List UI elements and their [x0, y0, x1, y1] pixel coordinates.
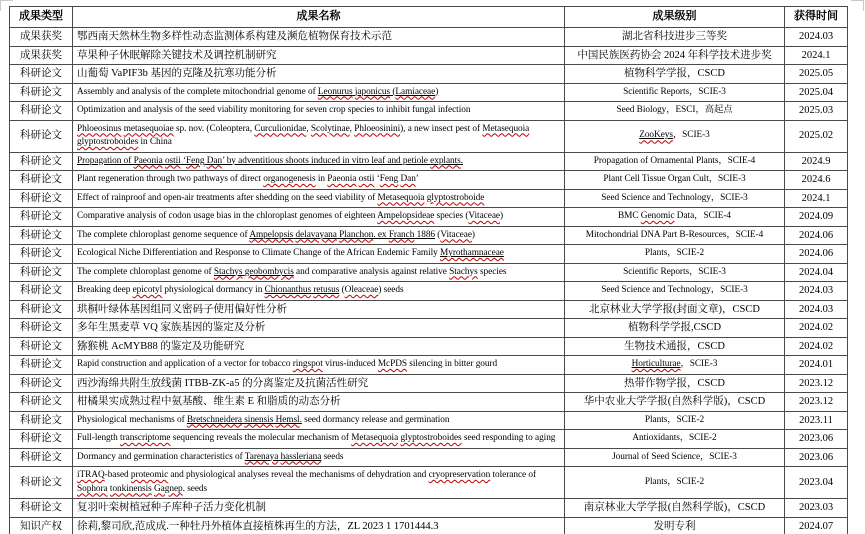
cell-name: 复羽叶栾树植冠种子库种子活力变化机制: [73, 499, 565, 518]
cell-name: Ecological Niche Differentiation and Response to Climate Change of the African Endemic Family Myrothamnaceae: [73, 245, 565, 264]
cell-name: 西沙海绵共附生放线菌 ITBB-ZK-a5 的分离鉴定及抗菌活性研究: [73, 374, 565, 393]
results-table-body: [10, 28, 848, 534]
cell-name: 山葡萄 VaPIF3b 基因的克隆及抗寒功能分析: [73, 65, 565, 84]
cell-date: 2024.04: [785, 263, 848, 282]
cell-name: Dormancy and germination characteristics of Tarenaya hassleriana seeds: [73, 448, 565, 467]
table-row: [10, 499, 848, 518]
cell-level: Antioxidants，SCIE-2: [565, 430, 785, 449]
cell-name: 鄂西南天然林生物多样性动态监测体系构建及濒危植物保育技术示范: [73, 28, 565, 47]
cell-name: 猕猴桃 AcMYB88 的鉴定及功能研究: [73, 337, 565, 356]
cell-type: 科研论文: [10, 263, 73, 282]
cell-date: 2025.04: [785, 83, 848, 102]
table-row: [10, 28, 848, 47]
cell-type: 科研论文: [10, 374, 73, 393]
cell-name: 徐莉,黎司欣,范成成.一种牡丹外植体直接植株再生的方法，ZL 2023 1 1701444.3: [73, 517, 565, 534]
cell-level: Seed Biology，ESCI，高起点: [565, 102, 785, 121]
table-row: [10, 263, 848, 282]
header-row: [10, 7, 848, 28]
table-row: [10, 120, 848, 152]
cell-date: 2024.03: [785, 28, 848, 47]
table-row: [10, 65, 848, 84]
cell-date: 2024.07: [785, 517, 848, 534]
cell-date: 2024.09: [785, 208, 848, 227]
cell-level: Journal of Seed Science，SCIE-3: [565, 448, 785, 467]
cell-level: 湖北省科技进步三等奖: [565, 28, 785, 47]
cell-name: Comparative analysis of codon usage bias in the chloroplast genomes of eighteen Ampelopsideae species (Vitaceae): [73, 208, 565, 227]
text-boundary-mark-top-right: [851, 0, 864, 11]
cell-name: Rapid construction and application of a vector for tobacco ringspot virus-induced McPDS silencing in bitter gourd: [73, 356, 565, 375]
cell-level: 热带作物学报，CSCD: [565, 374, 785, 393]
cell-name: Breaking deep epicotyl physiological dormancy in Chionanthus retusus (Oleaceae) seeds: [73, 282, 565, 301]
table-row: [10, 152, 848, 171]
cell-date: 2023.06: [785, 448, 848, 467]
cell-level: 华中农业大学学报(自然科学版)，CSCD: [565, 393, 785, 412]
cell-type: 科研论文: [10, 282, 73, 301]
cell-name: Assembly and analysis of the complete mitochondrial genome of Leonurus japonicus (Lamiaceae): [73, 83, 565, 102]
cell-level: 植物科学学报,CSCD: [565, 319, 785, 338]
table-row: [10, 46, 848, 65]
table-row: [10, 102, 848, 121]
cell-name: Physiological mechanisms of Bretschneidera sinensis Hemsl. seed dormancy release and germination: [73, 411, 565, 430]
cell-name: Optimization and analysis of the seed viability monitoring for seven crop species to inhibit fungal infection: [73, 102, 565, 121]
cell-level: Seed Science and Technology，SCIE-3: [565, 282, 785, 301]
cell-name: Plant regeneration through two pathways of direct organogenesis in Paeonia ostii ‘Feng Dan’: [73, 171, 565, 190]
table-row: [10, 208, 848, 227]
cell-type: 科研论文: [10, 411, 73, 430]
table-row: [10, 282, 848, 301]
table-row: [10, 300, 848, 319]
cell-type: 科研论文: [10, 102, 73, 121]
table-row: [10, 411, 848, 430]
cell-name: 珙桐叶绿体基因组同义密码子使用偏好性分析: [73, 300, 565, 319]
cell-type: 科研论文: [10, 120, 73, 152]
column-header-date: 获得时间: [785, 7, 848, 28]
cell-type: 科研论文: [10, 300, 73, 319]
table-row: [10, 430, 848, 449]
cell-name: The complete chloroplast genome of Stachys geobombycis and comparative analysis against relative Stachys species: [73, 263, 565, 282]
table-row: [10, 171, 848, 190]
cell-type: 科研论文: [10, 65, 73, 84]
cell-date: 2024.06: [785, 226, 848, 245]
cell-type: 科研论文: [10, 152, 73, 171]
cell-date: 2024.02: [785, 337, 848, 356]
cell-type: 科研论文: [10, 448, 73, 467]
cell-level: Plants，SCIE-2: [565, 245, 785, 264]
cell-date: 2024.1: [785, 189, 848, 208]
cell-type: 科研论文: [10, 356, 73, 375]
cell-date: 2024.9: [785, 152, 848, 171]
cell-type: 成果获奖: [10, 28, 73, 47]
cell-type: 成果获奖: [10, 46, 73, 65]
cell-level: Mitochondrial DNA Part B-Resources，SCIE-4: [565, 226, 785, 245]
column-header-name: 成果名称: [73, 7, 565, 28]
cell-name: Effect of rainproof and open-air treatments after shedding on the seed viability of Metasequoia glyptostroboide: [73, 189, 565, 208]
cell-type: 科研论文: [10, 226, 73, 245]
cell-level: 南京林业大学学报(自然科学版)，CSCD: [565, 499, 785, 518]
cell-name: 多年生黑麦草 VQ 家族基因的鉴定及分析: [73, 319, 565, 338]
table-row: [10, 226, 848, 245]
cell-date: 2024.1: [785, 46, 848, 65]
cell-date: 2023.06: [785, 430, 848, 449]
cell-type: 科研论文: [10, 467, 73, 499]
cell-date: 2025.02: [785, 120, 848, 152]
cell-level: 北京林业大学学报(封面文章)，CSCD: [565, 300, 785, 319]
table-row: [10, 83, 848, 102]
table-row: [10, 189, 848, 208]
cell-date: 2023.11: [785, 411, 848, 430]
cell-level: Plants，SCIE-2: [565, 411, 785, 430]
cell-type: 科研论文: [10, 83, 73, 102]
table-row: [10, 467, 848, 499]
table-row: [10, 393, 848, 412]
cell-date: 2024.6: [785, 171, 848, 190]
cell-level: 发明专利: [565, 517, 785, 534]
cell-name: Phloeosinus metasequoiae sp. nov. (Coleoptera, Curculionidae, Scolytinae, Phloeosinini), a new insect pest of Metasequoia glyptostroboides in China: [73, 120, 565, 152]
cell-date: 2024.03: [785, 282, 848, 301]
table-row: [10, 448, 848, 467]
cell-type: 科研论文: [10, 337, 73, 356]
cell-level: Plants，SCIE-2: [565, 467, 785, 499]
table-row: [10, 337, 848, 356]
cell-level: 中国民族医药协会 2024 年科学技术进步奖: [565, 46, 785, 65]
cell-level: Seed Science and Technology，SCIE-3: [565, 189, 785, 208]
column-header-type: 成果类型: [10, 7, 73, 28]
cell-name: iTRAQ-based proteomic and physiological analyses reveal the mechanisms of dehydration and cryopreservation tolerance of Sophora tonkinensis Gagnep. seeds: [73, 467, 565, 499]
cell-name: 柑橘果实成熟过程中氨基酸、维生素 E 和脂质的动态分析: [73, 393, 565, 412]
cell-name: Propagation of Paeonia ostii ‘Feng Dan’ by adventitious shoots induced in vitro leaf and petiole explants.: [73, 152, 565, 171]
cell-name: 草果种子休眠解除关键技术及调控机制研究: [73, 46, 565, 65]
cell-type: 科研论文: [10, 208, 73, 227]
table-row: [10, 374, 848, 393]
cell-type: 科研论文: [10, 393, 73, 412]
cell-type: 科研论文: [10, 245, 73, 264]
cell-name: Full-length transcriptome sequencing reveals the molecular mechanism of Metasequoia glyptostroboides seed responding to aging: [73, 430, 565, 449]
cell-type: 科研论文: [10, 171, 73, 190]
table-row: [10, 245, 848, 264]
cell-level: Horticulturae，SCIE-3: [565, 356, 785, 375]
table-row: [10, 319, 848, 338]
cell-level: 生物技术通报，CSCD: [565, 337, 785, 356]
cell-date: 2025.03: [785, 102, 848, 121]
cell-date: 2024.06: [785, 245, 848, 264]
cell-type: 科研论文: [10, 319, 73, 338]
cell-level: Scientific Reports，SCIE-3: [565, 263, 785, 282]
cell-date: 2024.01: [785, 356, 848, 375]
cell-type: 知识产权: [10, 517, 73, 534]
column-header-level: 成果级别: [565, 7, 785, 28]
cell-level: BMC Genomic Data，SCIE-4: [565, 208, 785, 227]
achievements-table: [9, 6, 848, 534]
cell-type: 科研论文: [10, 499, 73, 518]
cell-level: Propagation of Ornamental Plants，SCIE-4: [565, 152, 785, 171]
cell-level: Plant Cell Tissue Organ Cult，SCIE-3: [565, 171, 785, 190]
cell-date: 2024.02: [785, 319, 848, 338]
cell-type: 科研论文: [10, 430, 73, 449]
cell-level: 植物科学学报，CSCD: [565, 65, 785, 84]
cell-date: 2023.12: [785, 393, 848, 412]
cell-level: ZooKeys，SCIE-3: [565, 120, 785, 152]
cell-level: Scientific Reports，SCIE-3: [565, 83, 785, 102]
cell-date: 2025.05: [785, 65, 848, 84]
table-row: [10, 517, 848, 534]
cell-type: 科研论文: [10, 189, 73, 208]
table-header: [10, 7, 848, 28]
cell-date: 2023.03: [785, 499, 848, 518]
table-row: [10, 356, 848, 375]
cell-name: The complete chloroplast genome sequence of Ampelopsis delavayana Planchon. ex Franch 1886 (Vitaceae): [73, 226, 565, 245]
cell-date: 2023.04: [785, 467, 848, 499]
cell-date: 2023.12: [785, 374, 848, 393]
cell-date: 2024.03: [785, 300, 848, 319]
